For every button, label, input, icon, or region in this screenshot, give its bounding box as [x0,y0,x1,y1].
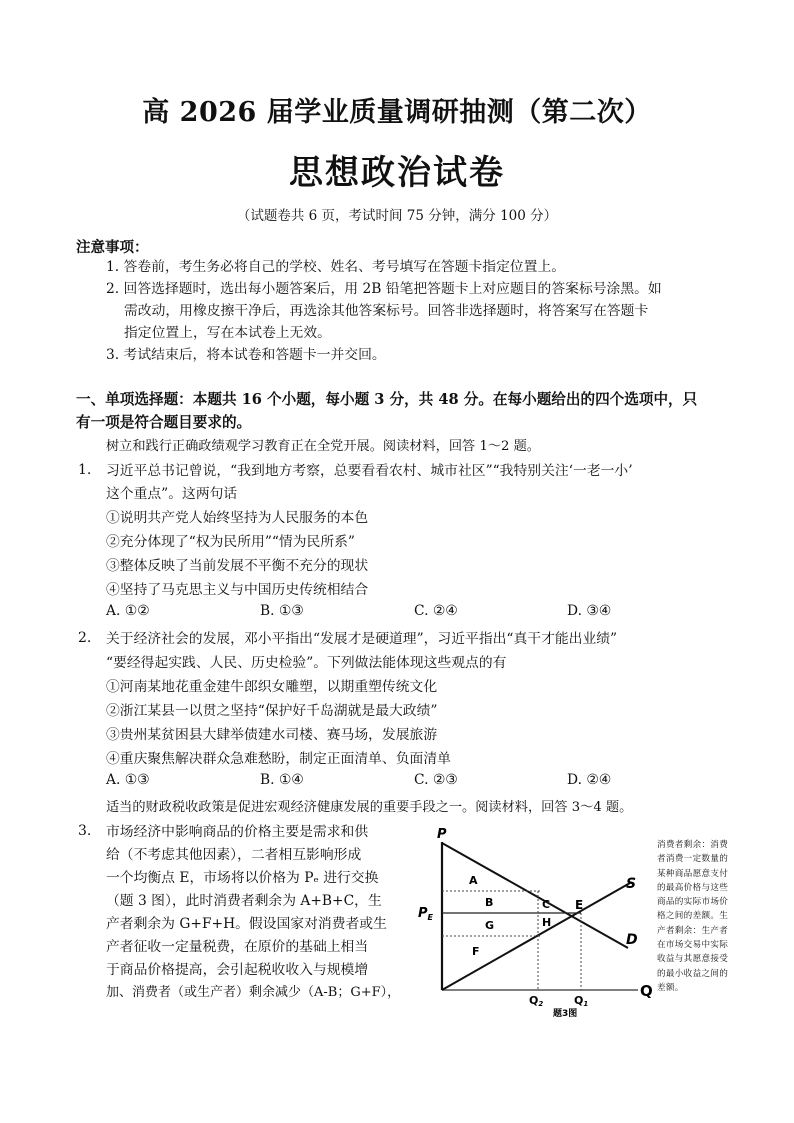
material-intro-1-2: 树立和践行正确政绩观学习教育正在全党开展。阅读材料，回答 1～2 题。 [106,439,540,454]
question-stem-line: （题 3 图），此时消费者剩余为 A+B+C，生 [106,893,382,909]
question-number: 2. [78,630,92,646]
notice-item-3: 3. 考试结束后，将本试卷和答题卡一并交回。 [106,347,386,363]
region-g-label: G [485,919,495,932]
question-stem-line: 加、消费者（或生产者）剩余减少（A-B；G+F）， [106,985,401,1000]
q1-label: Q1 [574,994,589,1008]
question-stem-line: 给（不考虑其他因素），二者相互影响形成 [106,847,362,863]
statement-4: ④重庆聚焦解决群众急难愁盼，制定正面清单、负面清单 [106,751,451,767]
statement-3: ③贵州某贫困县大肆举债建水司楼、赛马场，发展旅游 [106,727,438,743]
option-d[interactable]: D. ②④ [567,772,612,788]
question-stem: 习近平总书记曾说，“我到地方考察，总要看看农村、城市社区”“我特别关注‘一老一小’ [106,463,633,479]
equilibrium-label: E [575,898,584,912]
region-h-label: H [542,916,552,929]
question-stem: 关于经济社会的发展，邓小平指出“发展才是硬道理”，习近平指出“真干才能出业绩” [106,631,618,647]
figure-caption: 题3图 [553,1009,578,1019]
notice-item-2-cont: 需改动，用橡皮擦干净后，再选涂其他答案标号。回答非选择题时，将答案写在答题卡 [124,303,649,319]
option-c[interactable]: C. ②③ [414,772,458,788]
question-stem-cont: 这个重点”。这两句话 [106,486,238,502]
section-heading-cont: 有一项是符合题目要求的。 [76,414,252,431]
notice-heading: 注意事项： [76,240,149,256]
statement-1: ①说明共产党人始终坚持为人民服务的本色 [106,510,369,526]
question-stem-line: 产者剩余为 G+F+H。假设国家对消费者或生 [106,916,387,932]
demand-label: D [626,932,638,948]
question-stem-line: 一个均衡点 E，市场将以价格为 Pₑ 进行交换 [106,870,379,886]
material-intro-3-4: 适当的财政税收政策是促进宏观经济健康发展的重要手段之一。阅读材料，回答 3～4 题。 [106,800,633,815]
q-axis-label: Q [640,982,653,1000]
option-b[interactable]: B. ①④ [260,772,304,788]
exam-title: 高 2026 届学业质量调研抽测（第二次） [142,97,652,128]
option-b[interactable]: B. ①③ [260,603,304,619]
option-c[interactable]: C. ②④ [414,603,458,619]
region-c-label: C [542,898,551,911]
statement-2: ②充分体现了“权为民所用”“情为民所系” [106,534,355,550]
question-stem-cont: “要经得起实践、人民、历史检验”。下列做法能体现这些观点的有 [106,655,507,671]
statement-4: ④坚持了马克思主义与中国历史传统相结合 [106,582,369,598]
exam-info: （试题卷共 6 页，考试时间 75 分钟，满分 100 分） [236,208,558,224]
supply-label: S [626,876,637,892]
option-a[interactable]: A. ①③ [106,772,150,788]
section-heading: 一、单项选择题：本题共 16 个小题，每小题 3 分，共 48 分。在每小题给出的四个选项中，只 [76,391,698,408]
notice-item-1: 1. 答卷前，考生务必将自己的学校、姓名、考号填写在答题卡指定位置上。 [106,259,566,275]
question-number: 1. [78,462,92,478]
notice-item-2-cont2: 指定位置上，写在本试卷上无效。 [124,325,331,341]
question-stem-line: 于商品价格提高，会引起税收收入与规模增 [106,962,369,978]
subject-title: 思想政治试卷 [289,153,505,193]
statement-1: ①河南某地花重金建牛郎织女雕塑，以期重塑传统文化 [106,679,438,695]
region-b-label: B [485,896,494,909]
notice-item-2: 2. 回答选择题时，选出每小题答案后，用 2B 铅笔把答题卡上对应题目的答案标号涂黑。如 [106,281,662,297]
supply-demand-figure [410,820,660,1020]
statement-3: ③整体反映了当前发展不平衡不充分的现状 [106,558,369,574]
region-a-label: A [469,874,478,887]
question-number: 3. [78,823,92,839]
demand-curve [442,843,628,948]
pe-label: $P_E$ [418,906,433,922]
question-stem-line: 市场经济中影响商品的价格主要是需求和供 [106,824,369,840]
p-axis-label: P [437,827,447,842]
question-stem-line: 产者征收一定量税费，在原价的基础上相当 [106,939,369,955]
option-a[interactable]: A. ①② [106,603,150,619]
option-d[interactable]: D. ③④ [567,603,612,619]
q2-label: Q2 [529,994,544,1008]
statement-2: ②浙江某县一以贯之坚持“保护好千岛湖就是最大政绩” [106,703,438,719]
surplus-definition-note: 消费者剩余：消费者消费一定数量的某种商品愿意支付的最高价格与这些商品的实际市场价格之间的差额。生产者剩余：生产者在市场交易中实际收益与其愿意接受的最小收益之间的差额。 [657,840,729,993]
region-f-label: F [472,945,480,958]
